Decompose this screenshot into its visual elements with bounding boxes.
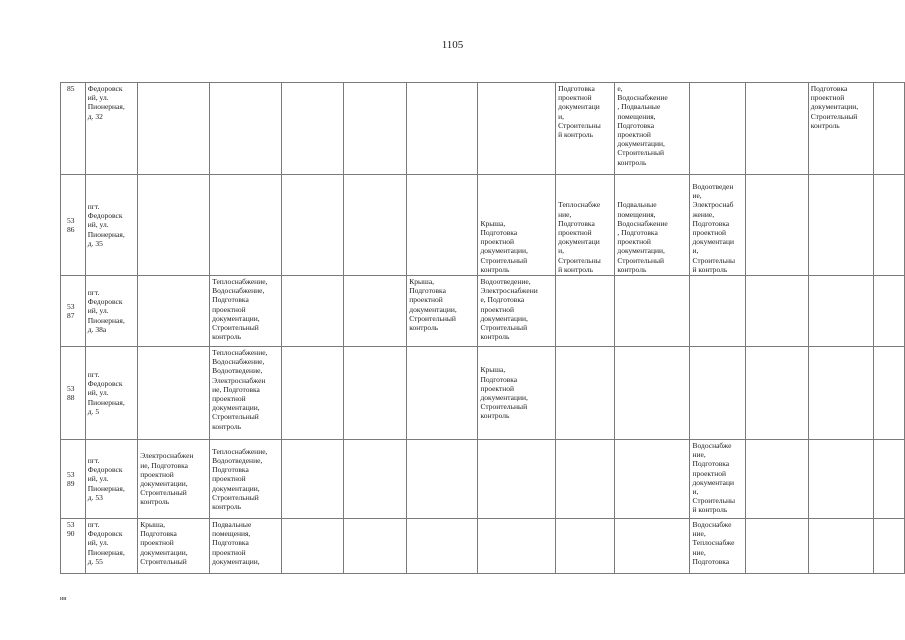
row-number-cell [61, 347, 86, 440]
work-cell [343, 440, 406, 519]
row-number-cell [61, 440, 86, 519]
work-cell [343, 519, 406, 574]
work-cell [808, 440, 873, 519]
cell-text: Подвальные помещения, Водоснабжение , Подготовка проектной документации, Строительный контроль [617, 200, 668, 274]
work-cell [690, 83, 746, 175]
work-cell [407, 276, 478, 347]
work-cell [746, 440, 808, 519]
page-number: 1105 [441, 39, 464, 51]
work-cell [873, 440, 904, 519]
work-cell [210, 519, 282, 574]
work-cell [138, 347, 210, 440]
work-cell [210, 347, 282, 440]
address-cell [85, 519, 137, 574]
work-cell [407, 519, 478, 574]
work-cell [808, 519, 873, 574]
work-cell [210, 175, 282, 276]
work-cell [615, 347, 690, 440]
work-cell [210, 276, 282, 347]
table-row [61, 440, 905, 519]
row-number-cell [61, 175, 86, 276]
cell-text: пгт. Федоровск ий, ул. Пионерная, д. 53 [87, 455, 125, 502]
footer-mark: ии [60, 596, 67, 602]
cell-text: Теплоснабжение, Водоотведение, Подготовка проектной документации, Строительный контроль [212, 446, 268, 511]
work-cell [282, 276, 344, 347]
work-cell [746, 83, 808, 175]
address-cell [85, 175, 137, 276]
address-cell [85, 276, 137, 347]
cell-text: пгт. Федоровск ий, ул. Пионерная, д. 38а [87, 287, 125, 334]
table-row [61, 276, 905, 347]
cell-text: 85 [67, 84, 75, 93]
cell-text: Подготовка проектной документации, Строительный контроль [810, 84, 859, 130]
work-cell [615, 175, 690, 276]
work-cell [138, 83, 210, 175]
work-cell [282, 175, 344, 276]
cell-text: Водоотведен ие, Электроснаб жение, Подготовка проектной документаци и, Строительны й контроль [692, 181, 736, 274]
cell-text: пгт. Федоровск ий, ул. Пионерная, д. 5 [87, 369, 125, 416]
work-cell [478, 440, 556, 519]
cell-text: е, Водоснабжение , Подвальные помещения, Подготовка проектной документации, Строительный контроль [617, 84, 668, 167]
row-number-cell [61, 83, 86, 175]
work-cell [746, 276, 808, 347]
work-cell [808, 175, 873, 276]
work-cell [407, 347, 478, 440]
work-cell [478, 83, 556, 175]
work-cell [210, 83, 282, 175]
work-cell [690, 347, 746, 440]
work-cell [690, 175, 746, 276]
cell-text: Водоснабже ние, Подготовка проектной документаци и, Строительны й контроль [692, 441, 736, 515]
work-cell [343, 83, 406, 175]
address-cell [85, 347, 137, 440]
work-cell [478, 276, 556, 347]
row-number-cell [61, 519, 86, 574]
cell-text: Крыша, Подготовка проектной документации, Строительный контроль [409, 277, 457, 333]
cell-text: Теплоснабжение, Водоснабжение, Подготовка проектной документации, Строительный контроль [212, 277, 268, 342]
work-cell [210, 440, 282, 519]
work-cell [556, 519, 615, 574]
work-cell [556, 276, 615, 347]
cell-text: Федоровск ий, ул. Пионерная, д. 32 [87, 84, 125, 121]
work-cell [282, 519, 344, 574]
work-cell [808, 347, 873, 440]
work-cell [873, 519, 904, 574]
work-cell [478, 519, 556, 574]
work-cell [615, 440, 690, 519]
cell-text: 53 86 [67, 215, 75, 234]
address-cell [85, 440, 137, 519]
row-number-cell [61, 276, 86, 347]
cell-text: 53 90 [67, 520, 75, 539]
work-cell [343, 175, 406, 276]
work-cell [746, 519, 808, 574]
work-cell [478, 347, 556, 440]
work-cell [556, 440, 615, 519]
work-cell [746, 347, 808, 440]
work-cell [478, 175, 556, 276]
cell-text: Водоснабже ние, Теплоснабже ние, Подготовка [692, 520, 735, 566]
work-cell [746, 175, 808, 276]
cell-text: Крыша, Подготовка проектной документации, Строительный контроль [480, 218, 528, 274]
cell-text: Теплоснабжение, Водоснабжение, Водоотведение, Электроснабжен ие, Подготовка проектной документации, Строительный контроль [212, 348, 268, 431]
work-cell [282, 440, 344, 519]
work-cell [282, 347, 344, 440]
work-cell [873, 276, 904, 347]
cell-text: пгт. Федоровск ий, ул. Пионерная, д. 35 [87, 201, 125, 248]
cell-text: 53 87 [67, 301, 75, 320]
work-cell [808, 276, 873, 347]
work-cell [407, 440, 478, 519]
work-cell [873, 347, 904, 440]
cell-text: пгт. Федоровск ий, ул. Пионерная, д. 55 [87, 520, 125, 566]
work-cell [690, 440, 746, 519]
work-cell [808, 83, 873, 175]
work-cell [343, 276, 406, 347]
work-cell [138, 276, 210, 347]
table-row [61, 83, 905, 175]
table-row [61, 175, 905, 276]
cell-text: Электроснабжен ие, Подготовка проектной документации, Строительный контроль [140, 451, 194, 507]
cell-text: Подвальные помещения, Подготовка проектной документации, [212, 520, 260, 566]
work-cell [615, 276, 690, 347]
work-cell [615, 83, 690, 175]
cell-text: Крыша, Подготовка проектной документации, Строительный контроль [480, 365, 528, 421]
work-cell [873, 83, 904, 175]
address-cell [85, 83, 137, 175]
work-cell [556, 347, 615, 440]
cell-text: 53 88 [67, 383, 75, 402]
work-cell [138, 175, 210, 276]
work-cell [138, 440, 210, 519]
work-cell [873, 175, 904, 276]
cell-text: Водоотведение, Электроснабжени е, Подготовка проектной документации, Строительный контроль [480, 277, 538, 342]
work-cell [138, 519, 210, 574]
work-cell [282, 83, 344, 175]
work-cell [690, 519, 746, 574]
table-row [61, 519, 905, 574]
work-cell [556, 175, 615, 276]
work-cell [407, 83, 478, 175]
work-cell [343, 347, 406, 440]
cell-text: Крыша, Подготовка проектной документации, Строительный [140, 520, 188, 566]
work-cell [407, 175, 478, 276]
repair-schedule-table [60, 82, 905, 574]
cell-text: 53 89 [67, 469, 75, 488]
work-cell [615, 519, 690, 574]
work-cell [690, 276, 746, 347]
table-row [61, 347, 905, 440]
work-cell [556, 83, 615, 175]
cell-text: Теплоснабже ние, Подготовка проектной документаци и, Строительны й контроль [558, 200, 601, 274]
cell-text: Подготовка проектной документаци и, Строительны й контроль [558, 84, 601, 140]
